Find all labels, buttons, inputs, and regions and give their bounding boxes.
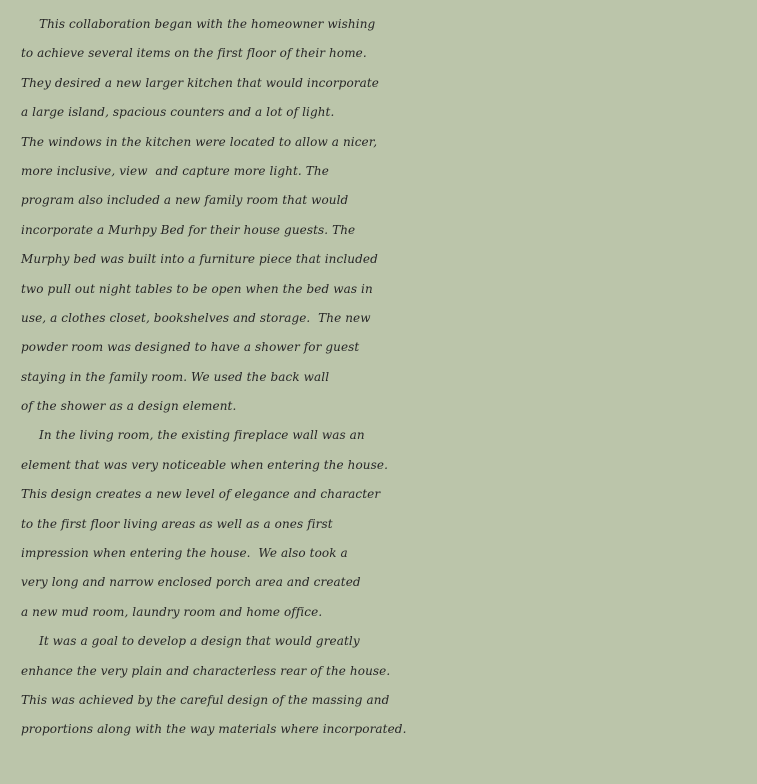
text-line: a new mud room, laundry room and home office. <box>21 604 323 619</box>
text-line: incorporate a Murhpy Bed for their house guests. The <box>21 222 356 237</box>
text-line: This collaboration began with the homeowner wishing <box>39 17 376 31</box>
text-line: proportions along with the way materials where incorporated. <box>21 722 407 737</box>
text-line: use, a clothes closet, bookshelves and storage. The new <box>21 310 371 325</box>
text-line: It was a goal to develop a design that would greatly <box>39 634 360 649</box>
text-line: of the shower as a design element. <box>21 399 237 414</box>
text-line: This design creates a new level of elegance and character <box>21 487 381 502</box>
text-line: a large island, spacious counters and a lot of light. <box>21 105 335 120</box>
text-line: to the first floor living areas as well as a ones first <box>21 516 333 531</box>
text-line: enhance the very plain and characterless rear of the house. <box>21 663 391 678</box>
text-line: to achieve several items on the first floor of their home. <box>21 46 367 61</box>
text-line: powder room was designed to have a shower for guest <box>21 340 360 355</box>
text-line: impression when entering the house. We also took a <box>21 546 348 561</box>
text-line: In the living room, the existing fireplace wall was an <box>39 428 365 443</box>
text-line: Murphy bed was built into a furniture piece that included <box>21 252 378 267</box>
text-line: This was achieved by the careful design of the massing and <box>21 692 390 707</box>
text-line: They desired a new larger kitchen that would incorporate <box>21 75 379 90</box>
text-line: The windows in the kitchen were located to allow a nicer, <box>21 134 378 149</box>
text-line: program also included a new family room that would <box>21 193 349 208</box>
text-line: element that was very noticeable when entering the house. <box>21 457 388 472</box>
text-line: more inclusive, view and capture more light. The <box>21 163 329 178</box>
text-line: two pull out night tables to be open when the bed was in <box>21 281 373 296</box>
text-line: very long and narrow enclosed porch area and created <box>21 575 361 590</box>
text-line: staying in the family room. We used the back wall <box>21 369 330 384</box>
